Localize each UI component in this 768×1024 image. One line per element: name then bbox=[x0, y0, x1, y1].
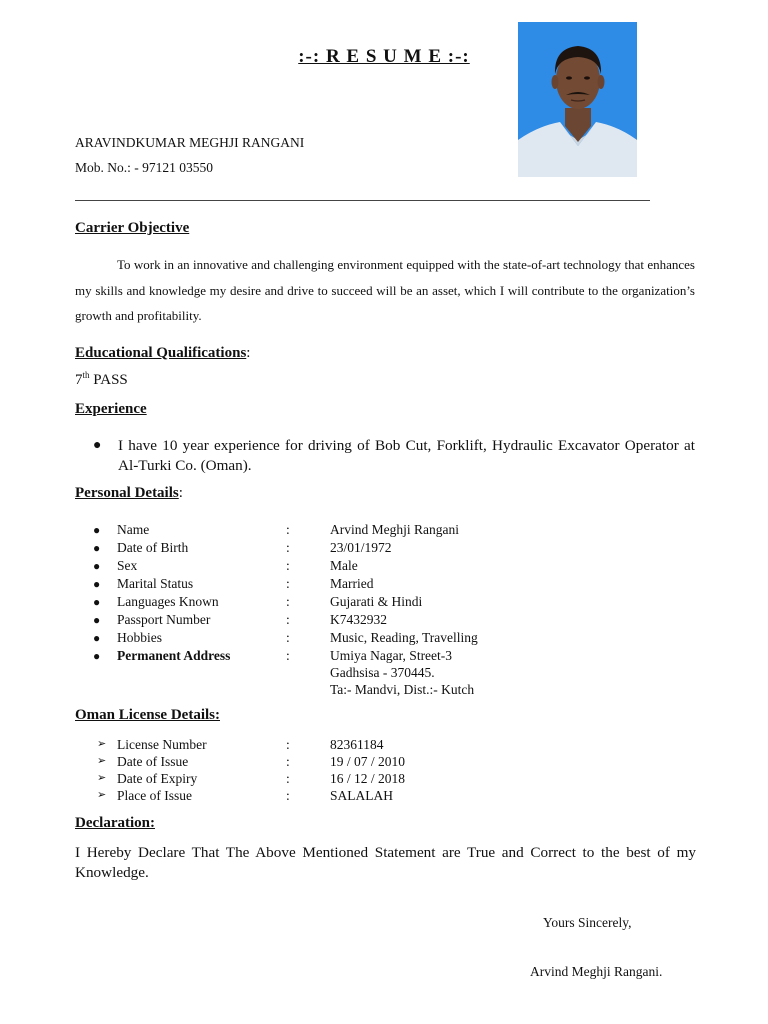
objective-text: To work in an innovative and challenging environment equipped with the state-of-art technology that enhances my skills and knowledge my desire and drive to succeed will be an asset, which I will contribute to the organization’s growth and profitability. bbox=[75, 257, 695, 323]
personal-row-dob bbox=[93, 539, 593, 557]
personal-row-name bbox=[93, 521, 593, 539]
bullet-dot-icon: ● bbox=[93, 523, 101, 537]
personal-row-languages bbox=[93, 593, 593, 611]
row-label: Sex bbox=[117, 558, 138, 573]
row-label: Date of Expiry bbox=[117, 771, 198, 786]
row-value: 19 / 07 / 2010 bbox=[330, 754, 406, 769]
objective-heading: Carrier Objective bbox=[75, 220, 190, 236]
row-value: Gujarati & Hindi bbox=[330, 594, 423, 609]
row-separator: : bbox=[286, 771, 290, 786]
row-label: Marital Status bbox=[117, 576, 194, 591]
education-value-sup: th bbox=[82, 370, 90, 380]
experience-text: I have 10 year experience for driving of Bob Cut, Forklift, Hydraulic Excavator Operator at Al-Turki Co. (Oman). bbox=[118, 437, 695, 474]
row-label: Permanent Address bbox=[117, 648, 231, 663]
education-value-num: 7 bbox=[75, 372, 83, 388]
license-row-place bbox=[97, 787, 597, 804]
resume-title: :-: R E S U M E :-: bbox=[298, 46, 470, 67]
row-label: Languages Known bbox=[117, 594, 219, 609]
row-value: 82361184 bbox=[330, 737, 384, 752]
profile-photo bbox=[518, 22, 637, 177]
arrow-bullet-icon: ➢ bbox=[97, 789, 107, 801]
license-row-issue-date bbox=[97, 753, 597, 770]
bullet-dot-icon: ● bbox=[93, 649, 101, 663]
arrow-bullet-icon: ➢ bbox=[97, 738, 107, 750]
row-separator: : bbox=[286, 737, 290, 752]
row-separator: : bbox=[286, 594, 290, 609]
row-value: Male bbox=[330, 558, 358, 573]
row-value: Umiya Nagar, Street-3 bbox=[330, 648, 453, 663]
row-separator: : bbox=[286, 648, 290, 663]
row-separator: : bbox=[286, 630, 290, 645]
education-value-rest: PASS bbox=[89, 372, 128, 388]
education-value bbox=[75, 370, 128, 389]
row-separator: : bbox=[286, 612, 290, 627]
row-separator: : bbox=[286, 754, 290, 769]
declaration-text: I Hereby Declare That The Above Mentioned Statement are True and Correct to the best of my Knowledge. bbox=[75, 844, 696, 881]
declaration-heading: Declaration: bbox=[75, 815, 155, 831]
row-label: Hobbies bbox=[117, 630, 162, 645]
row-separator: : bbox=[286, 540, 290, 555]
row-value: SALALAH bbox=[330, 788, 393, 803]
row-value: Married bbox=[330, 576, 374, 591]
license-row-expiry-date bbox=[97, 770, 597, 787]
row-label: Date of Birth bbox=[117, 540, 189, 555]
row-separator: : bbox=[286, 522, 290, 537]
personal-row-passport bbox=[93, 611, 593, 629]
row-separator: : bbox=[286, 788, 290, 803]
personal-colon: : bbox=[178, 485, 183, 501]
personal-row-hobbies bbox=[93, 629, 593, 647]
education-heading: Educational Qualifications bbox=[75, 345, 247, 361]
row-value: Arvind Meghji Rangani bbox=[330, 522, 459, 537]
row-value: 23/01/1972 bbox=[330, 540, 392, 555]
bullet-dot-icon: ● bbox=[93, 541, 101, 555]
bullet-dot-icon: ● bbox=[93, 613, 101, 627]
closing-line: Yours Sincerely, bbox=[543, 915, 632, 930]
row-value: Music, Reading, Travelling bbox=[330, 630, 478, 645]
arrow-bullet-icon: ➢ bbox=[97, 772, 107, 784]
address-line: Gadhsisa - 370445. bbox=[330, 665, 435, 680]
license-row-number bbox=[97, 736, 597, 753]
experience-item bbox=[93, 436, 695, 476]
bullet-dot-icon: ● bbox=[93, 577, 101, 591]
education-heading-line bbox=[75, 345, 250, 362]
education-colon: : bbox=[246, 345, 251, 361]
license-heading: Oman License Details: bbox=[75, 707, 220, 723]
candidate-name: ARAVINDKUMAR MEGHJI RANGANI bbox=[75, 135, 305, 150]
row-label: Passport Number bbox=[117, 612, 211, 627]
bullet-dot-icon: ● bbox=[93, 631, 101, 645]
personal-row-marital-status bbox=[93, 575, 593, 593]
bullet-dot-icon: ● bbox=[93, 595, 101, 609]
mobile-number: Mob. No.: - 97121 03550 bbox=[75, 160, 213, 175]
row-label: Date of Issue bbox=[117, 754, 189, 769]
row-separator: : bbox=[286, 576, 290, 591]
bullet-dot-icon: ● bbox=[93, 559, 101, 573]
personal-heading: Personal Details bbox=[75, 485, 179, 501]
row-label: Place of Issue bbox=[117, 788, 192, 803]
arrow-bullet-icon: ➢ bbox=[97, 755, 107, 767]
row-separator: : bbox=[286, 558, 290, 573]
bullet-dot-icon: ● bbox=[93, 438, 102, 453]
experience-heading: Experience bbox=[75, 401, 147, 417]
signature-name: Arvind Meghji Rangani. bbox=[530, 964, 663, 979]
header-divider bbox=[75, 200, 650, 201]
personal-heading-line bbox=[75, 485, 183, 502]
row-value: 16 / 12 / 2018 bbox=[330, 771, 406, 786]
address-line: Ta:- Mandvi, Dist.:- Kutch bbox=[330, 682, 475, 697]
row-label: License Number bbox=[117, 737, 207, 752]
row-value: K7432932 bbox=[330, 612, 387, 627]
row-label: Name bbox=[117, 522, 150, 537]
personal-row-address bbox=[93, 647, 593, 665]
personal-row-sex bbox=[93, 557, 593, 575]
